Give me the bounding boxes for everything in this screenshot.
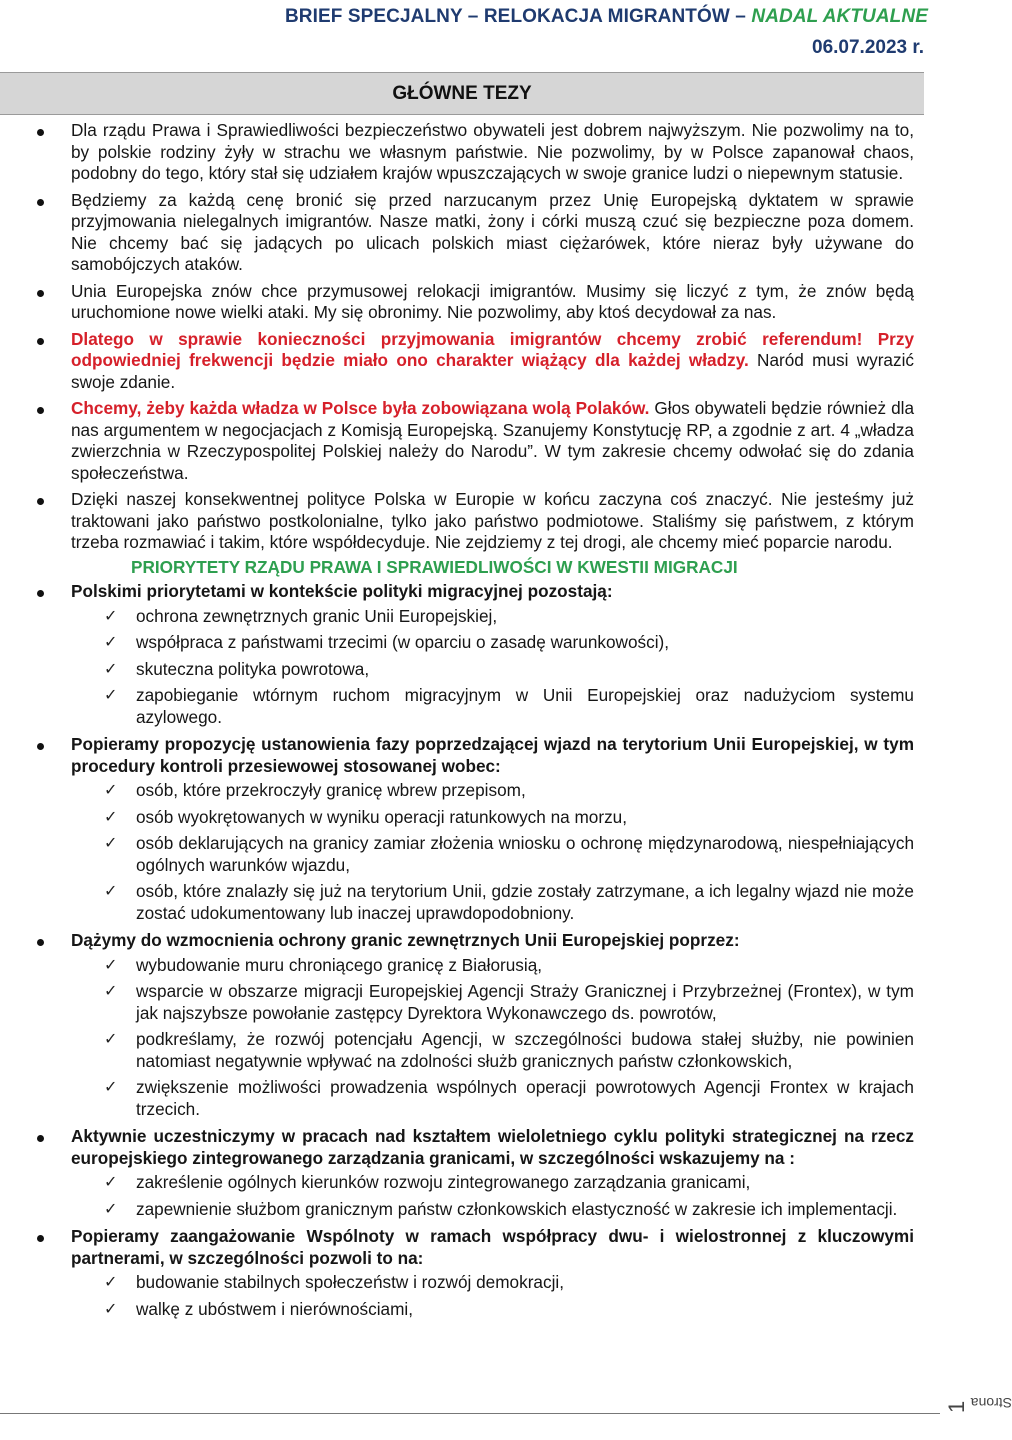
bullet-icon <box>37 290 44 297</box>
checkmark-icon: ✓ <box>104 1031 118 1048</box>
checklist-item-text: zwiększenie możliwości prowadzenia wspólnych operacji powrotowych Agencji Frontex w krajach trzecich. <box>136 1077 914 1119</box>
checklist <box>0 1272 967 1320</box>
document-title-accent: NADAL AKTUALNE <box>751 6 928 27</box>
document-body <box>0 120 967 1326</box>
priority-heading <box>0 1126 914 1169</box>
priority-group <box>0 1126 967 1220</box>
checklist-item-text: osób wyokrętowanych w wyniku operacji ratunkowych na morzu, <box>136 806 628 827</box>
document-title <box>0 6 928 28</box>
bullet-icon <box>37 407 44 414</box>
checkmark-icon: ✓ <box>104 687 118 704</box>
checklist-item <box>0 1299 914 1321</box>
thesis-item <box>0 190 914 276</box>
checklist-item-text: ochrona zewnętrznych granic Unii Europejskiej, <box>136 605 498 626</box>
priority-group <box>0 734 967 924</box>
bullet-icon <box>37 338 44 345</box>
checkmark-icon: ✓ <box>104 956 118 974</box>
bullet-icon <box>37 199 44 206</box>
checklist-item-text: zapobieganie wtórnym ruchom migracyjnym w Unii Europejskiej oraz nadużyciom systemu azylowego. <box>136 685 914 727</box>
thesis-emphasis: Chcemy, żeby każda władza w Polsce była zobowiązana wolą Polaków. <box>71 398 650 418</box>
page-bottom-divider <box>0 1413 940 1414</box>
thesis-text: Unia Europejska znów chce przymusowej relokacji imigrantów. Musimy się liczyć z tym, że znów będą uruchomione nowe wielki ataki. My się obronimy. Nie pozwolimy, aby ktoś decydował za nas. <box>71 280 914 322</box>
checklist <box>0 780 967 924</box>
checkmark-icon: ✓ <box>104 782 118 799</box>
checkmark-icon: ✓ <box>104 1300 118 1318</box>
thesis-text: Naród musi wyrazić swoje zdanie. <box>71 350 914 392</box>
priority-heading <box>0 581 914 603</box>
priority-heading-text: Aktywnie uczestniczymy w pracach nad kształtem wieloletniego cyklu polityki strategicznej na rzecz europejskiego zintegrowanego zarządzania granicami, w szczególności wskazujemy na : <box>71 1126 914 1168</box>
checklist <box>0 606 967 729</box>
priority-group <box>0 1226 967 1320</box>
checklist-item <box>0 780 914 802</box>
page-number: 1 <box>944 1400 969 1413</box>
priority-group <box>0 581 967 728</box>
document-title-main: BRIEF SPECJALNY – RELOKACJA MIGRANTÓW – <box>284 6 746 27</box>
thesis-text: Dzięki naszej konsekwentnej polityce Polska w Europie w końcu zaczyna coś znaczyć. Nie jesteśmy już traktowani jako państwo postkolonialne, tylko jako państwo podmiotowe. Staliśmy się państwem, z którym trzeba rozmawiać i takim, które współdecyduje. Nie zejdziemy z tej drogi, ale chcemy mieć poparcie narodu. <box>71 489 914 552</box>
thesis-item <box>0 281 914 324</box>
bullet-icon <box>37 498 44 505</box>
checkmark-icon: ✓ <box>104 660 118 678</box>
checklist-item <box>0 881 914 924</box>
checklist-item <box>0 1199 914 1221</box>
checklist <box>0 955 967 1121</box>
thesis-item <box>0 398 914 484</box>
checklist-item-text: walkę z ubóstwem i nierównościami, <box>136 1298 414 1319</box>
checklist-item <box>0 632 914 654</box>
checklist-item-text: wybudowanie muru chroniącego granicę z Białorusią, <box>136 954 543 975</box>
checklist-item-text: skuteczna polityka powrotowa, <box>136 658 370 679</box>
checklist-item-text: zakreślenie ogólnych kierunków rozwoju zintegrowanego zarządzania granicami, <box>136 1172 751 1192</box>
priorities-list <box>0 581 967 1320</box>
bullet-icon <box>37 1135 44 1142</box>
priority-heading <box>0 930 914 952</box>
checklist-item-text: współpraca z państwami trzecimi (w oparciu o zasadę warunkowości), <box>136 632 670 652</box>
document-date: 06.07.2023 r. <box>812 37 924 58</box>
priority-heading <box>0 734 914 777</box>
checkmark-icon: ✓ <box>104 607 118 625</box>
section-title-main-theses: GŁÓWNE TEZY <box>392 83 532 104</box>
page-label: Strona <box>970 1395 1012 1411</box>
checklist-item <box>0 1272 914 1294</box>
checklist-item-text: podkreślamy, że rozwój potencjału Agencji, w szczególności budowa stałej służby, nie powinien natomiast negatywnie wpływać na zdolności służb granicznych państw członkowskich, <box>136 1029 914 1071</box>
bullet-icon <box>37 590 44 597</box>
checklist-item <box>0 659 914 681</box>
checklist-item <box>0 807 914 829</box>
checklist-item <box>0 1172 914 1194</box>
checklist <box>0 1172 967 1220</box>
checklist-item <box>0 955 914 977</box>
checkmark-icon: ✓ <box>104 983 118 1000</box>
priority-heading-text: Popieramy propozycję ustanowienia fazy poprzedzającej wjazd na terytorium Unii Europejskiej, w tym procedury kontroli przesiewowej stosowanej wobec: <box>71 734 914 776</box>
thesis-text: Dla rządu Prawa i Sprawiedliwości bezpieczeństwo obywateli jest dobrem najwyższym. Nie pozwolimy na to, by polskie rodziny żyły w strachu we własnym państwie. Nie pozwolimy, by w Polsce zapanował chaos, podobny do tego, który stał się udziałem krajów wpuszczających w swoje granice ludzi o niepewnym statusie. <box>71 120 914 183</box>
checkmark-icon: ✓ <box>104 1174 118 1191</box>
checklist-item-text: osób deklarujących na granicy zamiar złożenia wniosku o ochronę międzynarodową, niespełniających ogólnych warunków wjazdu, <box>136 833 914 875</box>
checkmark-icon: ✓ <box>104 1274 118 1291</box>
priority-heading-text: Popieramy zaangażowanie Wspólnoty w ramach współpracy dwu- i wielostronnej z kluczowymi partnerami, w szczególności pozwoli to na: <box>71 1226 914 1268</box>
thesis-text: Głos obywateli będzie również dla nas argumentem w negocjacjach z Komisją Europejską. Szanujemy Konstytucję RP, a zgodnie z art. 4 „władza zwierzchnia w Rzeczypospolitej Polskiej należy do Narodu”. W tym zakresie chcemy odwołać się do zdania społeczeństwa. <box>71 398 915 483</box>
section-title-priorities: PRIORYTETY RZĄDU PRAWA I SPRAWIEDLIWOŚCI W KWESTII MIGRACJI <box>131 556 738 577</box>
checklist-item <box>0 606 914 628</box>
thesis-emphasis: Dlatego w sprawie konieczności przyjmowania imigrantów chcemy zrobić referendum! Przy odpowiedniej frekwencji będzie miało ono charakter wiążący dla każdej władzy. <box>71 328 914 370</box>
thesis-item <box>0 120 914 185</box>
checklist-item <box>0 1029 914 1072</box>
priority-heading-text: Dążymy do wzmocnienia ochrony granic zewnętrznych Unii Europejskiej poprzez: <box>71 930 740 950</box>
bullet-icon <box>37 743 44 750</box>
checkmark-icon: ✓ <box>104 835 118 852</box>
checklist-item-text: zapewnienie służbom granicznym państw członkowskich elastyczność w zakresie ich implementacji. <box>136 1198 898 1219</box>
priority-group <box>0 930 967 1120</box>
checklist-item-text: budowanie stabilnych społeczeństw i rozwój demokracji, <box>136 1272 564 1292</box>
checklist-item <box>0 685 914 728</box>
checklist-item-text: osób, które znalazły się już na terytorium Unii, gdzie zostały zatrzymane, a ich legalny wjazd nie może zostać udokumentowany lub inaczej uprawdopodobniony. <box>136 881 914 923</box>
checklist-item <box>0 1077 914 1120</box>
bullet-icon <box>37 939 44 946</box>
checkmark-icon: ✓ <box>104 634 118 651</box>
thesis-text: Będziemy za każdą cenę bronić się przed narzucanym przez Unię Europejską dyktatem w sprawie przyjmowania nielegalnych imigrantów. Nasze matki, żony i córki muszą czuć się bezpieczne poza domem. Nie chcemy bać się jadących po ulicach polskich miast ciężarówek, które nieraz były używane do samobójczych ataków. <box>71 189 914 274</box>
checklist-item <box>0 833 914 876</box>
page-number-label <box>942 1345 1012 1415</box>
checkmark-icon: ✓ <box>104 808 118 826</box>
thesis-item <box>0 489 914 554</box>
bullet-icon <box>37 1235 44 1242</box>
checklist-item-text: wsparcie w obszarze migracji Europejskiej Agencji Straży Granicznej i Przybrzeżnej (Frontex), w tym jak najszybsze powołanie zastępcy Dyrektora Wykonawczego ds. powrotów, <box>136 981 914 1023</box>
theses-list <box>0 120 967 554</box>
checkmark-icon: ✓ <box>104 1200 118 1218</box>
checkmark-icon: ✓ <box>104 883 118 900</box>
checklist-item <box>0 981 914 1024</box>
bullet-icon <box>37 129 44 136</box>
priority-heading-text: Polskimi priorytetami w kontekście polityki migracyjnej pozostają: <box>71 581 613 601</box>
thesis-item <box>0 329 914 394</box>
checklist-item-text: osób, które przekroczyły granicę wbrew przepisom, <box>136 780 526 800</box>
checkmark-icon: ✓ <box>104 1079 118 1096</box>
priority-heading <box>0 1226 914 1269</box>
